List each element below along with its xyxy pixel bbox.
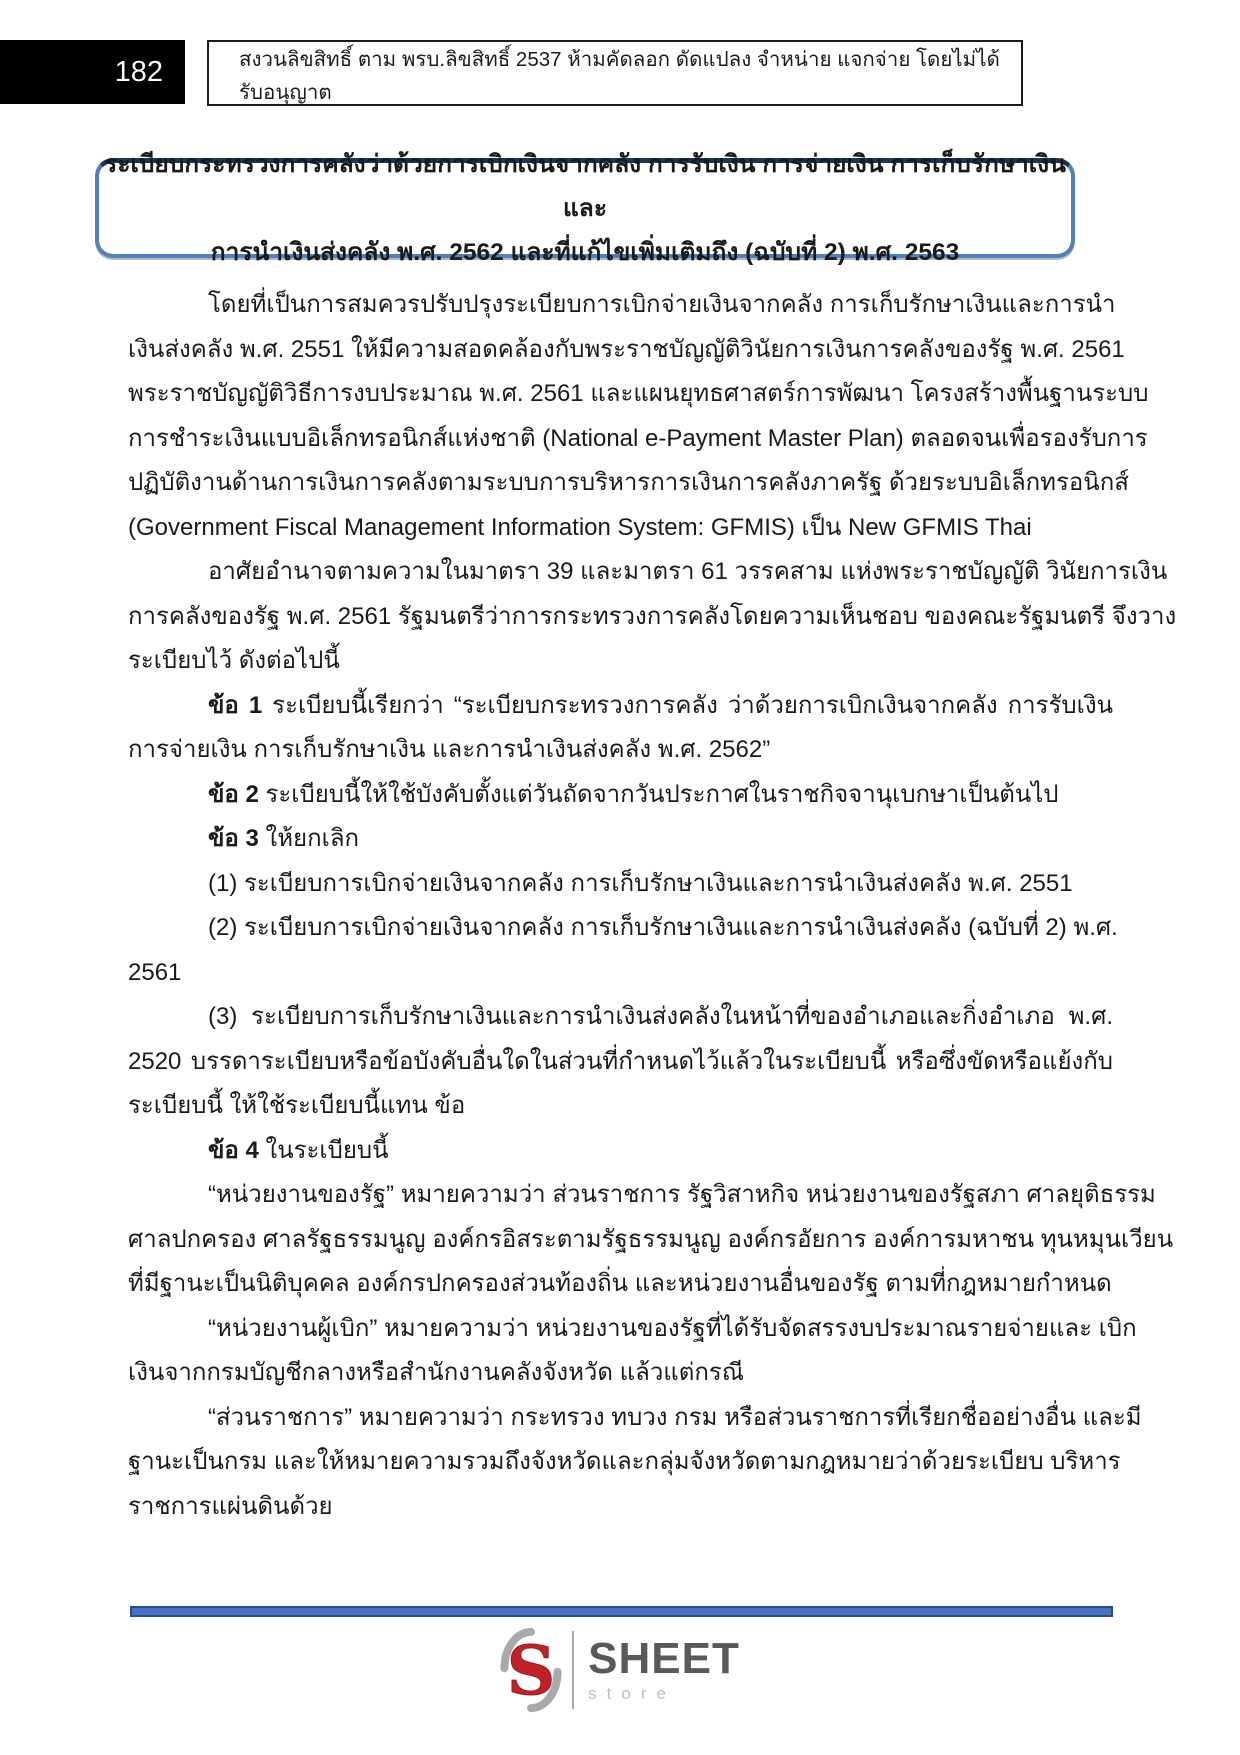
body-line: การชำระเงินแบบอิเล็กทรอนิกส์แห่งชาติ (National e-Payment Master Plan) ตลอดจนเพื่อรองรับการ (128, 424, 1148, 452)
body-line: ข้อ 2 ระเบียบนี้ให้ใช้บังคับตั้งแต่วันถัดจากวันประกาศในราชกิจจานุเบกษาเป็นต้นไป (208, 780, 1059, 808)
body-line: “ส่วนราชการ” หมายความว่า กระทรวง ทบวง กรม หรือส่วนราชการที่เรียกชื่ออย่างอื่น และมี (208, 1403, 1142, 1431)
body-line: ที่มีฐานะเป็นนิติบุคคล องค์กรปกครองส่วนท้องถิ่น และหน่วยงานอื่นของรัฐ ตามที่กฎหมายกำหนด (128, 1270, 1112, 1297)
clause-number: ข้อ 1 (208, 691, 263, 719)
logo-subtitle: store (588, 1684, 676, 1703)
svg-text:S: S (506, 1630, 556, 1710)
body-line: “หน่วยงานผู้เบิก” หมายความว่า หน่วยงานของรัฐที่ได้รับจัดสรรงบประมาณรายจ่ายและ เบิก (208, 1314, 1137, 1342)
body-line: 2520 บรรดาระเบียบหรือข้อบังคับอื่นใดในส่วนที่กำหนดไว้แล้วในระเบียบนี้ หรือซึ่งขัดหรือแย้งกับ (128, 1047, 1113, 1075)
body-line: “หน่วยงานของรัฐ” หมายความว่า ส่วนราชการ รัฐวิสาหกิจ หน่วยงานของรัฐสภา ศาลยุติธรรม (208, 1181, 1156, 1208)
body-line: 2561 (128, 958, 182, 986)
clause-number: ข้อ 4 (208, 1136, 259, 1164)
body-line: อาศัยอำนาจตามความในมาตรา 39 และมาตรา 61 วรรคสาม แห่งพระราชบัญญัติ วินัยการเงิน (208, 558, 1168, 585)
title-line-2: การนำเงินส่งคลัง พ.ศ. 2562 และที่แก้ไขเพิ่มเติมถึง (ฉบับที่ 2) พ.ศ. 2563 (210, 238, 960, 266)
title-line-1: ระเบียบกระทรวงการคลังว่าด้วยการเบิกเงินจากคลัง การรับเงิน การจ่ายเงิน การเก็บรักษาเงินและ (104, 150, 1066, 222)
body-line: เงินส่งคลัง พ.ศ. 2551 ให้มีความสอดคล้องกับพระราชบัญญัติวินัยการเงินการคลังของรัฐ พ.ศ. 2561 (128, 335, 1125, 363)
copyright-box (207, 40, 1023, 106)
body-line: เงินจากกรมบัญชีกลางหรือสำนักงานคลังจังหวัด แล้วแต่กรณี (128, 1359, 745, 1386)
body-line: (1) ระเบียบการเบิกจ่ายเงินจากคลัง การเก็บรักษาเงินและการนำเงินส่งคลัง พ.ศ. 2551 (208, 869, 1073, 897)
body-line: ฐานะเป็นกรม และให้หมายความรวมถึงจังหวัดและกลุ่มจังหวัดตามกฎหมายว่าด้วยระเบียบ บริหาร (128, 1448, 1121, 1475)
body-line: การจ่ายเงิน การเก็บรักษาเงิน และการนำเงินส่งคลัง พ.ศ. 2562” (128, 736, 771, 763)
page-number-box (0, 40, 185, 104)
body-line: พระราชบัญญัติวิธีการงบประมาณ พ.ศ. 2561 และแผนยุทธศาสตร์การพัฒนา โครงสร้างพื้นฐานระบบ (128, 380, 1149, 407)
body-line: ระเบียบไว้ ดังต่อไปนี้ (128, 647, 340, 674)
footer-divider-bar (130, 1606, 1113, 1617)
body-line: (2) ระเบียบการเบิกจ่ายเงินจากคลัง การเก็บรักษาเงินและการนำเงินส่งคลัง (ฉบับที่ 2) พ.ศ. (208, 914, 1118, 941)
sheet-store-logo (0, 1624, 1240, 1716)
body-line: ระเบียบนี้ ให้ใช้ระเบียบนี้แทน ข้อ (128, 1092, 466, 1119)
body-line: การคลังของรัฐ พ.ศ. 2561 รัฐมนตรีว่าการกระทรวงการคลังโดยความเห็นชอบ ของคณะรัฐมนตรี จึงวาง (128, 602, 1177, 630)
page-number: 182 (114, 55, 163, 88)
title-box (95, 150, 1075, 266)
logo-name: SHEET (588, 1634, 740, 1683)
body-line: ราชการแผ่นดินด้วย (128, 1492, 333, 1520)
logo-s-emblem-icon (500, 1624, 562, 1716)
clause-number: ข้อ 3 (208, 825, 259, 852)
clause-number: ข้อ 2 (208, 780, 259, 808)
body-line: ข้อ 4 ในระเบียบนี้ (208, 1136, 389, 1164)
body-line: ข้อ 3 ให้ยกเลิก (208, 825, 360, 852)
body-line: ปฏิบัติงานด้านการเงินการคลังตามระบบการบริหารการเงินการคลังภาครัฐ ด้วยระบบอิเล็กทรอนิกส์ (128, 469, 1129, 496)
body-line: (Government Fiscal Management Information System: GFMIS) เป็น New GFMIS Thai (128, 513, 1032, 541)
body-line: ศาลปกครอง ศาลรัฐธรรมนูญ องค์กรอิสระตามรัฐธรรมนูญ องค์กรอัยการ องค์การมหาชน ทุนหมุนเวียน (128, 1225, 1174, 1253)
document-body (128, 283, 1177, 1529)
logo-text-block (588, 1636, 740, 1704)
body-line: (3) ระเบียบการเก็บรักษาเงินและการนำเงินส่งคลังในหน้าที่ของอำเภอและกิ่งอำเภอ พ.ศ. (208, 1003, 1113, 1030)
copyright-notice: สงวนลิขสิทธิ์ ตาม พรบ.ลิขสิทธิ์ 2537 ห้ามคัดลอก ดัดแปลง จำหน่าย แจกจ่าย โดยไม่ได้รับอนุญาต (239, 48, 1000, 104)
body-line: ข้อ 1 ระเบียบนี้เรียกว่า “ระเบียบกระทรวงการคลัง ว่าด้วยการเบิกเงินจากคลัง การรับเงิน (208, 691, 1113, 719)
logo-divider (572, 1631, 574, 1709)
body-line: โดยที่เป็นการสมควรปรับปรุงระเบียบการเบิกจ่ายเงินจากคลัง การเก็บรักษาเงินและการนำ (208, 291, 1116, 318)
